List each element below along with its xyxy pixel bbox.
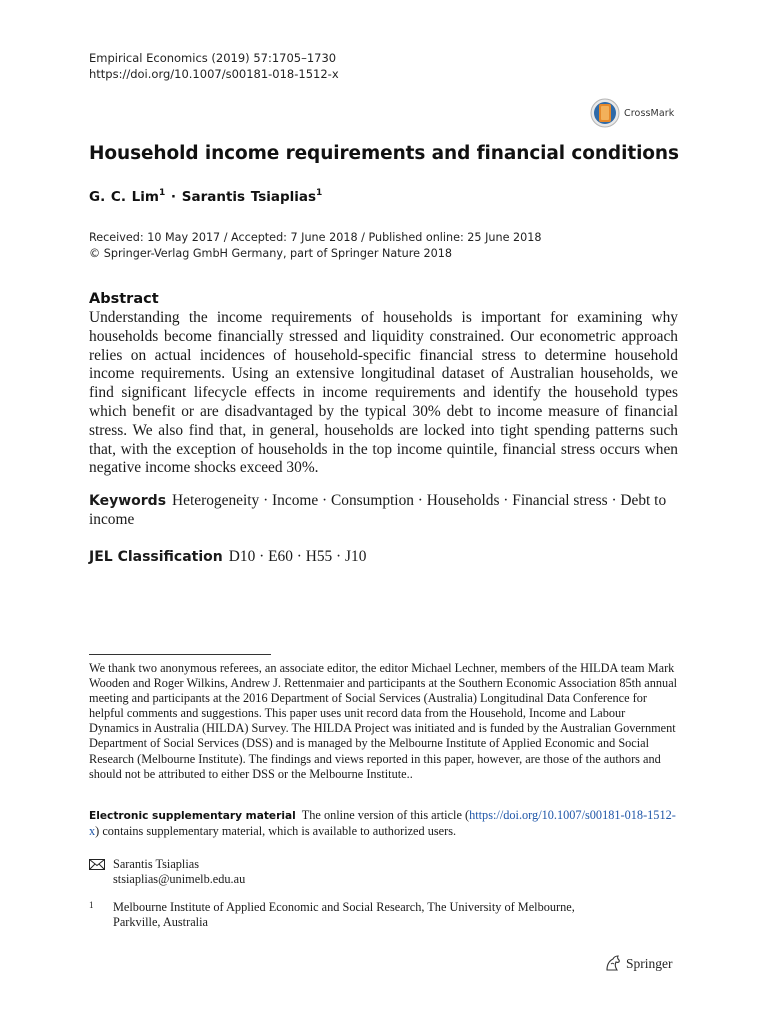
author-affiliation-mark: 1 xyxy=(316,188,323,198)
jel-section xyxy=(89,548,366,567)
springer-logo xyxy=(604,955,673,972)
journal-doi[interactable]: https://doi.org/10.1007/s00181-018-1512-x xyxy=(89,66,339,81)
copyright-notice: © Springer-Verlag GmbH Germany, part of Springer Nature 2018 xyxy=(89,246,452,260)
author-name: G. C. Lim xyxy=(89,189,159,205)
springer-horse-icon xyxy=(604,955,622,972)
affiliation xyxy=(89,900,575,930)
keywords-list: Heterogeneity · Income · Consumption · Households · Financial stress · Debt to income xyxy=(89,492,667,528)
history-dates: Received: 10 May 2017 / Accepted: 7 June 2018 / Published online: 25 June 2018 xyxy=(89,231,542,244)
abstract-heading: Abstract xyxy=(89,291,159,307)
contact-name: Sarantis Tsiaplias xyxy=(113,857,200,871)
acknowledgement-footnote: We thank two anonymous referees, an associate editor, the editor Michael Lechner, members of the HILDA team Mark Wooden and Roger Wilkins, Andrew J. Rettenmaier and participants at the Southern Economic Association 85th annual meeting and participants at the 2016 Department of Social Services (Australia) Longitudinal Data Conference for helpful comments and suggestions. This paper uses unit record data from the Household, Income and Labour Dynamics in Australia (HILDA) Survey. The HILDA Project was initiated and is funded by the Australian Government Department of Social Services (DSS) and is managed by the Melbourne Institute of Applied Economic and Social Research (Melbourne Institute). The findings and views reported in this paper, however, are those of the authors and should not be attributed to either DSS or the Melbourne Institute.. xyxy=(89,661,678,781)
crossmark-icon xyxy=(590,98,620,128)
journal-citation: Empirical Economics (2019) 57:1705–1730 xyxy=(89,51,337,65)
contact-email[interactable]: stsiaplias@unimelb.edu.au xyxy=(113,872,246,887)
esm-text-before: The online version of this article ( xyxy=(301,808,470,822)
esm-text-after: ) contains supplementary material, which is available to authorized users. xyxy=(95,824,457,839)
jel-label: JEL Classification xyxy=(89,549,223,565)
publisher-name: Springer xyxy=(626,955,673,971)
keywords-section xyxy=(89,492,678,530)
crossmark-badge[interactable] xyxy=(590,96,690,130)
author-separator: · xyxy=(170,189,177,205)
abstract-text: Understanding the income requirements of households is important for examining why households become financially stressed and liquidity constrained. Our econometric approach relies on actual incidences of household-specific financial stress to determine household income requirements. Using an extensive longitudinal dataset of Australian households, we find significant lifecycle effects in income requirements and identify the household types which benefit or are disadvantaged by the typical 30% debt to income measure of financial stress. We also find that, in general, households are locked into tight spending patterns such that, with the exception of households in the top income quintile, financial stress occurs when negative income shocks exceed 30%. xyxy=(89,309,678,477)
author-name: Sarantis Tsiaplias xyxy=(181,189,317,205)
affiliation-mark: 1 xyxy=(89,900,94,910)
journal-header xyxy=(89,51,339,82)
footnote-divider xyxy=(89,654,271,655)
jel-codes: D10 · E60 · H55 · J10 xyxy=(228,548,367,565)
supplementary-material-note xyxy=(89,808,678,839)
paper-title: Household income requirements and financial conditions xyxy=(89,143,679,164)
publication-dates xyxy=(89,230,542,261)
affiliation-line: Melbourne Institute of Applied Economic and Social Research, The University of Melbourne, xyxy=(113,900,575,914)
esm-doi-link[interactable]: https://doi.org/10.1007/s00181-018-1512-x xyxy=(89,808,676,839)
envelope-icon xyxy=(89,859,105,870)
crossmark-label: CrossMark xyxy=(624,107,675,119)
author-list xyxy=(89,188,322,205)
author-affiliation-mark: 1 xyxy=(158,188,166,198)
keywords-label: Keywords xyxy=(89,493,167,509)
esm-label: Electronic supplementary material xyxy=(89,810,296,822)
affiliation-line: Parkville, Australia xyxy=(113,915,208,930)
corresponding-author xyxy=(89,857,245,887)
